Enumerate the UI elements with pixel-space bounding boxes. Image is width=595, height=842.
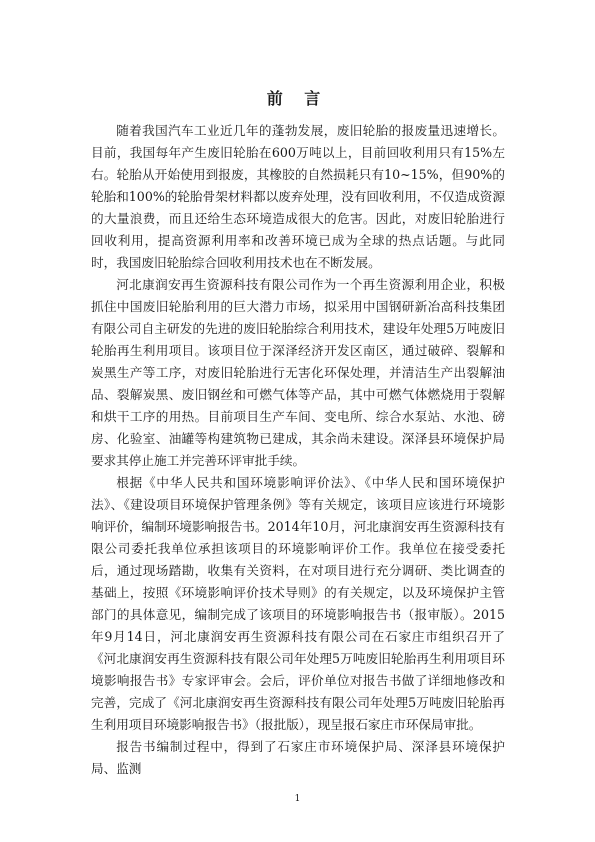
body-text (91, 120, 505, 780)
page-title: 前 言 (266, 89, 329, 108)
paragraph-4: 报告书编制过程中，得到了石家庄市环境保护局、深泽县环境保护局、监测 (91, 739, 505, 776)
paragraph-2: 河北康润安再生资源科技有限公司作为一个再生资源利用企业，积极抓住中国废旧轮胎利用的巨大潜力市场，拟采用中国钢研新冶高科技集团有限公司自主研发的先进的废旧轮胎综合利用技术，建设年处理5万吨废旧轮胎再生利用项目。该项目位于深泽经济开发区南区，通过破碎、裂解和炭黑生产等工序，对废旧轮胎进行无害化环保处理，并清洁生产出裂解油品、裂解炭黑、废旧钢丝和可燃气体等产品，其中可燃气体燃烧用于裂解和烘干工序的用热。目前项目生产车间、变电所、综合水泵站、水池、磅房、化验室、油罐等构建筑物已建成，其余尚未建设。深泽县环境保护局要求其停止施工并完善环评审批手续。 (91, 277, 505, 468)
page-number: 1 (294, 794, 301, 804)
paragraph-1: 随着我国汽车工业近几年的蓬勃发展，废旧轮胎的报废量迅速增长。目前，我国每年产生废旧轮胎在600万吨以上，目前回收利用只有15%左右。轮胎从开始使用到报废，其橡胶的自然损耗只有10~15%，但90%的轮胎和100%的轮胎骨架材料都以废弃处理，没有回收利用，不仅造成资源的大量浪费，而且还给生态环境造成很大的危害。因此，对废旧轮胎进行回收利用，提高资源利用率和改善环境已成为全球的热点话题。与此同时，我国废旧轮胎综合回收利用技术也在不断发展。 (91, 123, 505, 270)
paragraph-3: 根据《中华人民共和国环境影响评价法》、《中华人民和国环境保护法》、《建设项目环境保护管理条例》等有关规定，该项目应该进行环境影响评价，编制环境影响报告书。2014年10月，河北康润安再生资源科技有限公司委托我单位承担该项目的环境影响评价工作。我单位在接受委托后，通过现场踏勘，收集有关资料，在对项目进行充分调研、类比调查的基础上，按照《环境影响评价技术导则》的有关规定，以及环境保护主管部门的具体意见，编制完成了该项目的环境影响报告书（报审版）。2015年9月14日，河北康润安再生资源科技有限公司在石家庄市组织召开了《河北康润安再生资源科技有限公司年处理5万吨废旧轮胎再生利用项目环境影响报告书》专家评审会。会后，评价单位对报告书做了详细地修改和完善，完成了《河北康润安再生资源科技有限公司年处理5万吨废旧轮胎再生利用项目环境影响报告书》（报批版），现呈报石家庄市环保局审批。 (91, 475, 505, 732)
